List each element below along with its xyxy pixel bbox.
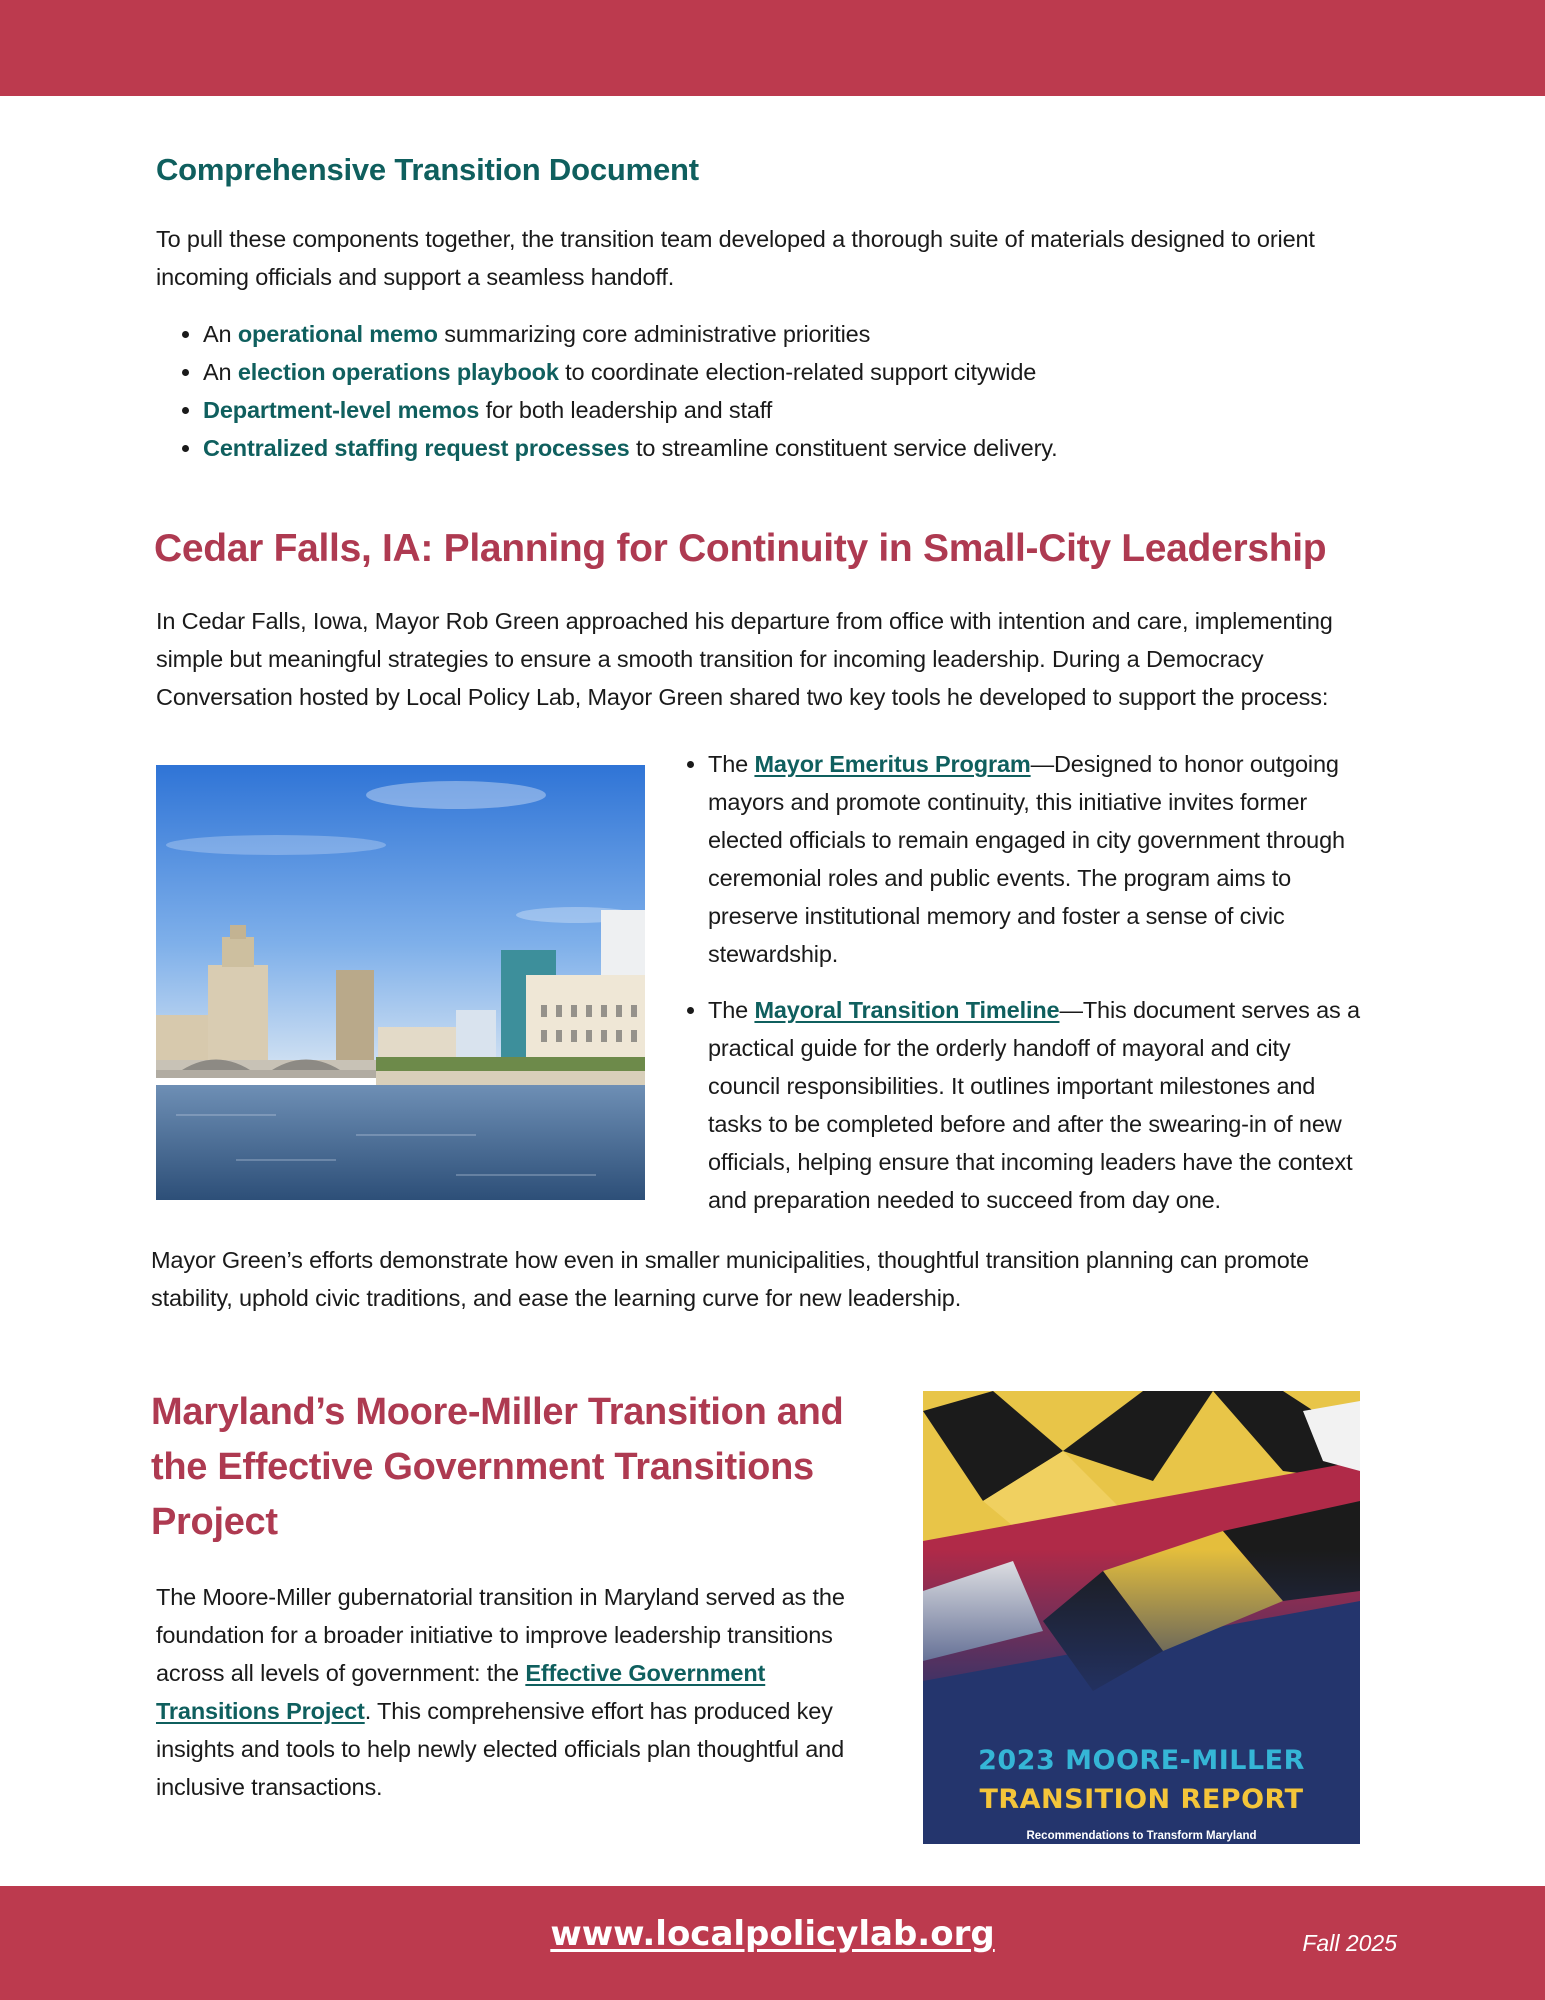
bold-term: Centralized staffing request processes xyxy=(203,435,630,461)
section2-bullet-list xyxy=(708,745,1368,1237)
bold-term: Department-level memos xyxy=(203,397,480,423)
list-item: • Centralized staffing request processes to streamline constituent service delivery. xyxy=(203,429,1353,467)
list-item: • The Mayoral Transition Timeline—This document serves as a practical guide for the orderly handoff of mayoral and city council responsibilities. It outlines important milestones and tasks to be completed before and after the swearing-in of new officials, helping ensure that incoming leaders have the context and preparation needed to succeed from day one. xyxy=(708,991,1368,1219)
section1-bullet-list xyxy=(203,315,1353,467)
section1-intro: To pull these components together, the transition team developed a thorough suite of materials designed to orient incoming officials and support a seamless handoff. xyxy=(156,226,1315,290)
header-band xyxy=(0,0,1545,96)
report-title-line2: TRANSITION REPORT xyxy=(979,1784,1304,1815)
report-subtitle: Recommendations to Transform Maryland xyxy=(1026,1830,1257,1842)
list-item: • An election operations playbook to coordinate election-related support citywide xyxy=(203,353,1353,391)
section-heading-comprehensive: Comprehensive Transition Document xyxy=(156,152,699,187)
mayor-emeritus-program-link[interactable]: Mayor Emeritus Program xyxy=(754,751,1031,777)
footer-website-link[interactable]: www.localpolicylab.org xyxy=(550,1914,995,1954)
bold-term: operational memo xyxy=(237,321,438,347)
section2-closing: Mayor Green’s efforts demonstrate how even in smaller municipalities, thoughtful transition planning can promote stability, uphold civic traditions, and ease the learning curve for new leadership. xyxy=(151,1247,1309,1311)
list-item: • An operational memo summarizing core administrative priorities xyxy=(203,315,1353,353)
list-item: • The Mayor Emeritus Program—Designed to honor outgoing mayors and promote continuity, this initiative invites former elected officials to remain engaged in city government through ceremonial roles and public events. The program aims to preserve institutional memory and foster a sense of civic stewardship. xyxy=(708,745,1368,973)
transition-report-cover xyxy=(923,1391,1360,1844)
section-heading-cedar-falls: Cedar Falls, IA: Planning for Continuity in Small-City Leadership xyxy=(154,527,1327,570)
section3-body: The Moore-Miller gubernatorial transition in Maryland served as the foundation for a broader initiative to improve leadership transitions across all levels of government: the Effective Government Transitions Project. This comprehensive effort has produced key insights and tools to help newly elected officials plan thoughtful and inclusive transactions. xyxy=(156,1584,845,1800)
section2-intro: In Cedar Falls, Iowa, Mayor Rob Green approached his departure from office with intention and care, implementing simple but meaningful strategies to ensure a smooth transition for incoming leadership. During a Democracy Conversation hosted by Local Policy Lab, Mayor Green shared two key tools he developed to support the process: xyxy=(156,608,1333,710)
mayoral-transition-timeline-link[interactable]: Mayoral Transition Timeline xyxy=(754,997,1060,1023)
footer-date: Fall 2025 xyxy=(1302,1930,1397,1956)
section-heading-maryland: Maryland’s Moore-Miller Transition and the Effective Government Transitions Project xyxy=(151,1391,844,1543)
report-title-line1: 2023 MOORE-MILLER xyxy=(978,1745,1305,1776)
bold-term: election operations playbook xyxy=(237,359,559,385)
list-item: • Department-level memos for both leadership and staff xyxy=(203,391,1353,429)
effective-government-transitions-link[interactable]: Effective Government Transitions Project xyxy=(156,1660,766,1724)
cedar-falls-skyline-photo xyxy=(156,765,645,1200)
